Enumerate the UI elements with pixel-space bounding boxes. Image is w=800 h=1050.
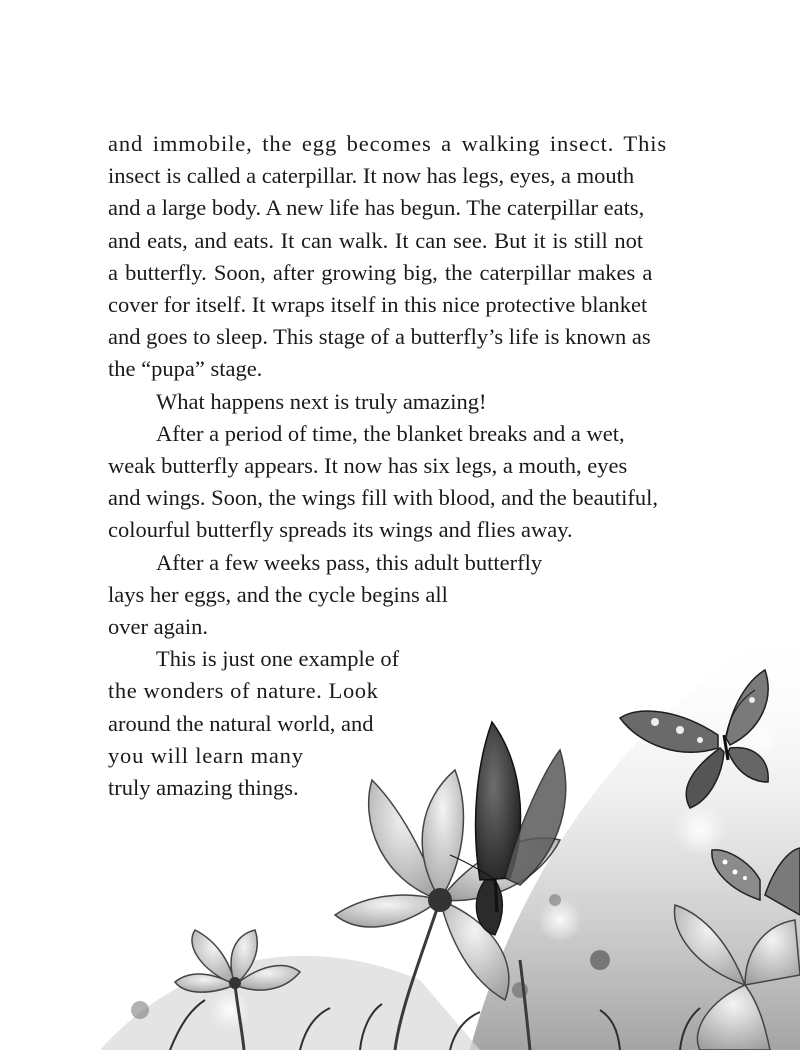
text-line: you will learn many [108, 742, 304, 768]
text-line: truly amazing things. [108, 775, 299, 801]
text-line: around the natural world, and [108, 710, 374, 736]
story-text [108, 128, 718, 804]
text-line: After a few weeks pass, this adult butterfly [156, 549, 543, 575]
text-line: and wings. Soon, the wings fill with blood, and the beautiful, [108, 485, 658, 511]
paragraph-butterfly-emerges [108, 418, 718, 547]
text-line: colourful butterfly spreads its wings and flies away. [108, 517, 573, 543]
text-line: and immobile, the egg becomes a walking insect. This [108, 131, 668, 156]
text-line: lays her eggs, and the cycle begins all [108, 581, 448, 607]
text-line: the wonders of nature. Look [108, 678, 379, 704]
text-line: and a large body. A new life has begun. The caterpillar eats, [108, 195, 645, 221]
text-line: cover for itself. It wraps itself in this nice protective blanket [108, 292, 648, 318]
text-line: and goes to sleep. This stage of a butterfly’s life is known as [108, 324, 651, 350]
paragraph-wonders [108, 643, 718, 804]
text-line: insect is called a caterpillar. It now has legs, eyes, a mouth [108, 163, 635, 189]
paragraph-caterpillar [108, 128, 718, 386]
text-line: and eats, and eats. It can walk. It can see. But it is still not [108, 227, 644, 253]
text-line: the “pupa” stage. [108, 356, 263, 382]
text-line: over again. [108, 614, 208, 640]
text-line: weak butterfly appears. It now has six legs, a mouth, eyes [108, 453, 628, 479]
text-line: What happens next is truly amazing! [156, 388, 487, 414]
paragraph-cycle [108, 547, 718, 644]
text-line: This is just one example of [156, 646, 400, 672]
text-line: After a period of time, the blanket breaks and a wet, [156, 420, 625, 446]
paragraph-amazing [108, 386, 718, 418]
text-line: a butterfly. Soon, after growing big, the caterpillar makes a [108, 259, 653, 285]
